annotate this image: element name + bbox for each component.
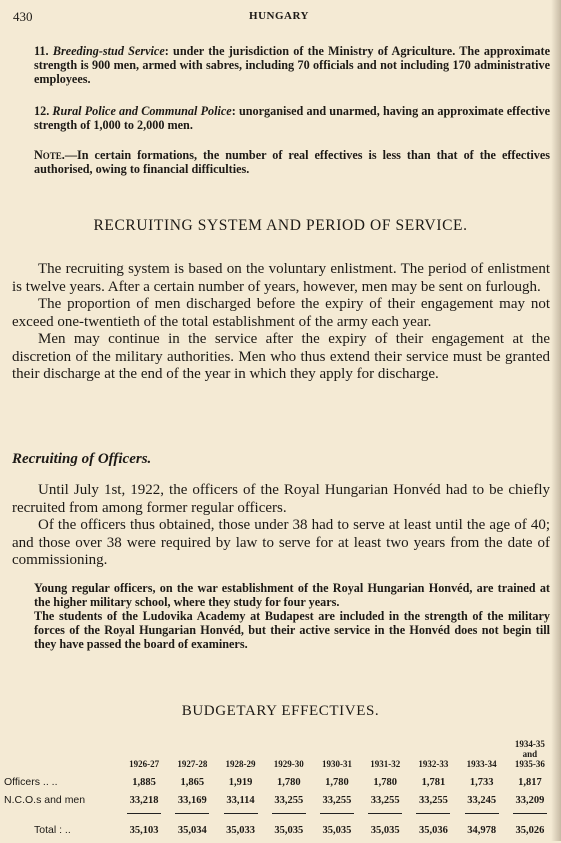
table-cell: 1,919 (228, 776, 253, 788)
table-cell: 33,255 (370, 794, 400, 806)
recruiting-para-1: The recruiting system is based on the voluntary enlistment. The period of enlistment is twelve years. After a certain number of years, however, men may be sent on furlough. (12, 261, 550, 295)
officers-para-2: Of the officers thus obtained, those under 38 had to serve at least until the age of 40; and those over 38 were required by law to serve for at least two years from the date of commissioning. (12, 517, 550, 568)
total-cell: 35,036 (418, 824, 448, 836)
note-paragraph (12, 148, 550, 176)
officers-heading: Recruiting of Officers. (12, 451, 152, 467)
table-row-total (4, 817, 554, 843)
officers-para-3: Young regular officers, on the war establishment of the Royal Hungarian Honvéd, are trained at the higher military school, where they study for four years. (34, 581, 550, 609)
table-cell: 1,733 (469, 776, 494, 788)
officers-body (12, 482, 550, 570)
col-header: 1931-32 (370, 759, 401, 769)
para-11-number: 11. (34, 44, 49, 58)
col-header: 1933-34 (466, 759, 497, 769)
table-cell: 1,865 (180, 776, 205, 788)
table-cell: 1,817 (518, 776, 542, 788)
para-11-text: : under the jurisdiction of the Ministry of Agriculture. The approximate strength is 900 men, armed with sabres, including 70 officials and not including 170 administrative employees. (34, 44, 550, 86)
recruiting-body (12, 261, 550, 384)
budget-table (4, 733, 554, 843)
row-label: Officers .. .. (4, 776, 58, 788)
col-header: 1928-29 (225, 759, 256, 769)
table-cell: 33,169 (177, 794, 207, 806)
sum-rule (272, 813, 306, 814)
total-cell: 35,033 (226, 824, 255, 836)
para-12-title: Rural Police and Communal Police (52, 104, 232, 118)
officers-small-text (12, 581, 550, 651)
table-row-ncos (4, 791, 554, 809)
total-cell: 35,026 (515, 824, 545, 836)
budget-corner (4, 733, 120, 773)
col-header-part: 1935-36 (514, 759, 545, 769)
col-header-part: and (522, 749, 538, 759)
budget-heading: BUDGETARY EFFECTIVES. (181, 703, 380, 719)
table-cell: 1,885 (132, 776, 156, 788)
table-cell: 33,255 (322, 794, 352, 806)
para-12-number: 12. (34, 104, 50, 118)
table-cell: 1,781 (421, 776, 446, 788)
para-12-text: : unorganised and unarmed, having an approximate effective strength of 1,000 to 2,000 men. (34, 104, 550, 132)
total-rule-row (4, 809, 554, 817)
table-cell: 1,780 (325, 776, 349, 788)
table-cell: 33,218 (129, 794, 159, 806)
recruiting-para-3: Men may continue in the service after the expiry of their engagement at the discretion of the military authorities. Men who thus extend their service must be granted their discharge at the end of the year in which they apply for discharge. (12, 331, 550, 382)
sum-rule (368, 813, 402, 814)
para-11-title: Breeding-stud Service (52, 44, 165, 58)
paragraph-11 (12, 44, 550, 86)
table-cell: 1,780 (373, 776, 398, 788)
total-cell: 35,035 (322, 824, 352, 836)
sum-rule (513, 813, 547, 814)
sum-rule (175, 813, 209, 814)
total-cell: 35,103 (129, 824, 159, 836)
note-label: Note. (34, 148, 65, 162)
col-header-part: 1934-35 (514, 739, 545, 749)
table-cell: 33,114 (226, 794, 255, 806)
page-number: 430 (13, 9, 33, 24)
recruiting-heading: RECRUITING SYSTEM AND PERIOD OF SERVICE. (93, 217, 468, 234)
total-cell: 34,978 (467, 824, 497, 836)
col-header: 1926-27 (129, 759, 160, 769)
page-header (13, 9, 545, 25)
sum-rule (224, 813, 258, 814)
table-row-officers (4, 773, 554, 791)
paragraph-12 (12, 104, 550, 132)
officers-para-4: The students of the Ludovika Academy at Budapest are included in the strength of the military forces of the Royal Hungarian Honvéd, but their active service in the Honvéd does not begin till they have passed the board of examiners. (34, 609, 550, 651)
col-header: 1929-30 (273, 759, 304, 769)
note-text: —In certain formations, the number of real effectives is less than that of the effectives authorised, owing to financial difficulties. (34, 148, 550, 176)
col-header: 1927-28 (177, 759, 208, 769)
table-cell: 33,255 (274, 794, 304, 806)
table-cell: 1,780 (276, 776, 301, 788)
budget-header-row (4, 733, 554, 773)
row-label: N.C.O.s and men (4, 794, 86, 806)
recruiting-para-2: The proportion of men discharged before the expiry of their engagement may not exceed one-twentieth of the total establishment of the army each year. (12, 296, 550, 330)
sum-rule (416, 813, 450, 814)
total-cell: 35,035 (370, 824, 400, 836)
officers-para-1: Until July 1st, 1922, the officers of the Royal Hungarian Honvéd had to be chiefly recruited from among former regular officers. (12, 482, 550, 516)
col-header: 1930-31 (321, 759, 352, 769)
col-header-combined (506, 733, 554, 773)
sum-rule (465, 813, 499, 814)
running-head: HUNGARY (249, 10, 309, 22)
total-label: Total : .. (34, 824, 71, 836)
total-cell: 35,034 (177, 824, 207, 836)
table-cell: 33,255 (418, 794, 448, 806)
col-header: 1932-33 (418, 759, 449, 769)
total-cell: 35,035 (274, 824, 304, 836)
table-cell: 33,245 (467, 794, 497, 806)
sum-rule (320, 813, 354, 814)
sum-rule (127, 813, 161, 814)
table-cell: 33,209 (515, 794, 545, 806)
